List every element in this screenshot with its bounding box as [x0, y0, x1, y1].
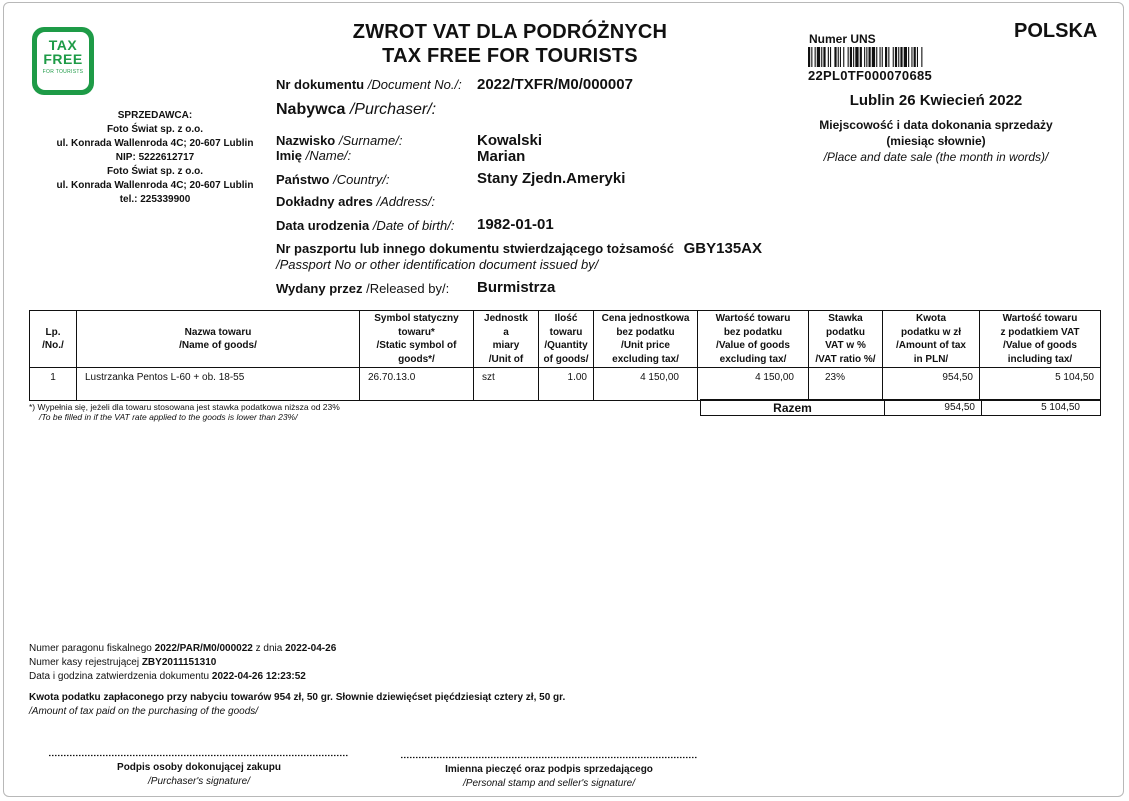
passport-label-en: /Passport No or other identification document issued by/ [276, 257, 599, 272]
place-date-description: Miejscowość i data dokonania sprzedaży (miesiąc słownie) /Place and date sale (the month in words)/ [819, 118, 1053, 164]
seller-line: ul. Konrada Wallenroda 4C; 20-607 Lublin [56, 138, 254, 149]
tax-paid-text-en: /Amount of tax paid on the purchasing of the goods/ [29, 706, 259, 717]
country-heading: POLSKA [1014, 20, 1098, 42]
title-en: TAX FREE FOR TOURISTS [382, 45, 638, 67]
passport-label: Nr paszportu lub innego dokumentu stwierdzającego tożsamość GBY135AX [276, 240, 762, 257]
barcode-bar [908, 47, 909, 67]
approval-info: Data i godzina zatwierdzenia dokumentu 2022-04-26 12:23:52 [29, 671, 306, 682]
cell-vat-rate: 23% [809, 368, 883, 401]
uns-label: Numer UNS [809, 32, 876, 46]
barcode-bar [808, 47, 810, 67]
barcode-bar [840, 47, 841, 67]
title-pl: ZWROT VAT DLA PODRÓŻNYCH [352, 21, 668, 43]
name-label: Imię /Name/: [276, 148, 352, 163]
logo-text-free: FREE [43, 51, 83, 67]
cell-unit-price: 4 150,00 [594, 368, 698, 401]
name-value: Marian [477, 148, 526, 165]
barcode-bar [880, 47, 881, 67]
barcode-bar [815, 47, 816, 67]
tax-paid-text: Kwota podatku zapłaconego przy nabyciu towarów 954 zł, 50 gr. Słownie dziewięćset pięćdziesiąt cztery zł, 50 gr. [29, 692, 566, 703]
totals-table [700, 399, 1101, 416]
goods-table [29, 310, 1101, 401]
barcode-bar [850, 47, 852, 67]
barcode-bar [853, 47, 854, 67]
country-label: Państwo /Country/: [276, 172, 390, 187]
place-date: Lublin 26 Kwiecień 2022 [849, 92, 1023, 109]
table-header-row [30, 311, 1101, 368]
barcode-bar [834, 47, 836, 67]
header-unit: Jednostk a miary /Unit of [474, 311, 539, 368]
barcode-bar [866, 47, 867, 67]
document-number-value: 2022/TXFR/M0/000007 [477, 76, 633, 93]
barcode-bar [900, 47, 902, 67]
barcode-bar [811, 47, 812, 67]
cell-no: 1 [30, 368, 77, 401]
cell-name: Lustrzanka Pentos L-60 + ob. 18-55 [77, 368, 360, 401]
register-info: Numer kasy rejestrującej ZBY2011151310 [29, 657, 217, 668]
seller-signature-line [401, 756, 697, 759]
uns-number: 22PL0TF000070685 [808, 68, 933, 83]
barcode-bar [917, 47, 918, 67]
barcode-bar [823, 47, 825, 67]
barcode-bar [876, 47, 877, 67]
seller-line: tel.: 225339900 [119, 194, 191, 205]
header-value-net: Wartość towaru bez podatku /Value of goods excluding tax/ [698, 311, 809, 368]
barcode-bar [821, 47, 822, 67]
header-tax-amount: Kwota podatku w zł /Amount of tax in PLN/ [883, 311, 980, 368]
barcode-bar [893, 47, 894, 67]
header-vat-rate: Stawka podatku VAT w % /VAT ratio %/ [809, 311, 883, 368]
receipt-info: Numer paragonu fiskalnego 2022/PAR/M0/000022 z dnia 2022-04-26 [29, 643, 337, 654]
barcode-bar [888, 47, 889, 67]
barcode-bar [872, 47, 875, 67]
seller-line: NIP: 5222612717 [115, 152, 195, 163]
totals-row [701, 400, 1101, 416]
dob-value: 1982-01-01 [477, 216, 554, 233]
total-gross: 5 104,50 [982, 400, 1101, 416]
barcode-bar [895, 47, 897, 67]
logo-text-tax: TAX [48, 37, 78, 53]
document-title [300, 20, 720, 68]
barcode-bar [898, 47, 899, 67]
barcode-bar [848, 47, 849, 67]
header-no: Lp. /No./ [30, 311, 77, 368]
seller-signature-label: Imienna pieczęć oraz podpis sprzedającego /Personal stamp and seller's signature/ [445, 764, 653, 789]
document-number-label: Nr dokumentu /Document No./: [276, 77, 462, 92]
barcode-bar [869, 47, 871, 67]
cell-unit: szt [474, 368, 539, 401]
barcode-bar [921, 47, 922, 67]
total-label: Razem [701, 400, 885, 416]
barcode-bar [882, 47, 883, 67]
cell-quantity: 1.00 [539, 368, 594, 401]
purchaser-signature-line [49, 754, 349, 757]
barcode-bar [864, 47, 865, 67]
barcode-bar [860, 47, 862, 67]
barcode-bar [911, 47, 912, 67]
seller-line: ul. Konrada Wallenroda 4C; 20-607 Lublin [56, 180, 254, 191]
barcode-bar [914, 47, 916, 67]
cell-value-net: 4 150,00 [698, 368, 809, 401]
purchaser-signature-label: Podpis osoby dokonującej zakupu /Purchaser's signature/ [117, 762, 281, 787]
barcode-bar [885, 47, 887, 67]
header-unit-price: Cena jednostkowa bez podatku /Unit price excluding tax/ [594, 311, 698, 368]
barcode [808, 47, 994, 67]
surname-label: Nazwisko /Surname/: [276, 133, 403, 148]
table-footnote: *) Wypełnia się, jeżeli dla towaru stosowana jest stawka podatkowa niższa od 23% /To be filled in if the VAT rate applied to the goods is lower than 23%/ [29, 402, 340, 422]
seller-line: Foto Świat sp. z o.o. [106, 124, 204, 135]
seller-block [40, 109, 270, 207]
cell-tax-amount: 954,50 [883, 368, 980, 401]
tax-free-logo [32, 27, 94, 95]
country-value: Stany Zjedn.Ameryki [477, 170, 626, 187]
header-quantity: Ilość towaru /Quantity of goods/ [539, 311, 594, 368]
barcode-bar [904, 47, 907, 67]
dob-label: Data urodzenia /Date of birth/: [276, 218, 455, 233]
surname-value: Kowalski [477, 132, 543, 149]
header-name: Nazwa towaru /Name of goods/ [77, 311, 360, 368]
header-value-gross: Wartość towaru z podatkiem VAT /Value of goods including tax/ [980, 311, 1101, 368]
barcode-bar [855, 47, 858, 67]
logo-text-for-tourists: FOR TOURISTS [42, 69, 84, 75]
barcode-bar [843, 47, 844, 67]
total-tax: 954,50 [885, 400, 982, 416]
barcode-bar [817, 47, 820, 67]
barcode-bar [830, 47, 831, 67]
purchaser-heading: Nabywca /Purchaser/: [276, 101, 437, 118]
seller-line: Foto Świat sp. z o.o. [106, 166, 204, 177]
barcode-bar [838, 47, 839, 67]
seller-label: SPRZEDAWCA: [117, 110, 193, 121]
header-symbol: Symbol statyczny towaru* /Static symbol of goods*/ [360, 311, 474, 368]
cell-value-gross: 5 104,50 [980, 368, 1101, 401]
table-row [30, 368, 1101, 401]
barcode-bar [828, 47, 829, 67]
released-label: Wydany przez /Released by/: [276, 281, 450, 296]
passport-value: GBY135AX [683, 240, 762, 257]
address-label: Dokładny adres /Address/: [276, 194, 435, 209]
cell-symbol: 26.70.13.0 [360, 368, 474, 401]
released-value: Burmistrza [477, 279, 556, 296]
